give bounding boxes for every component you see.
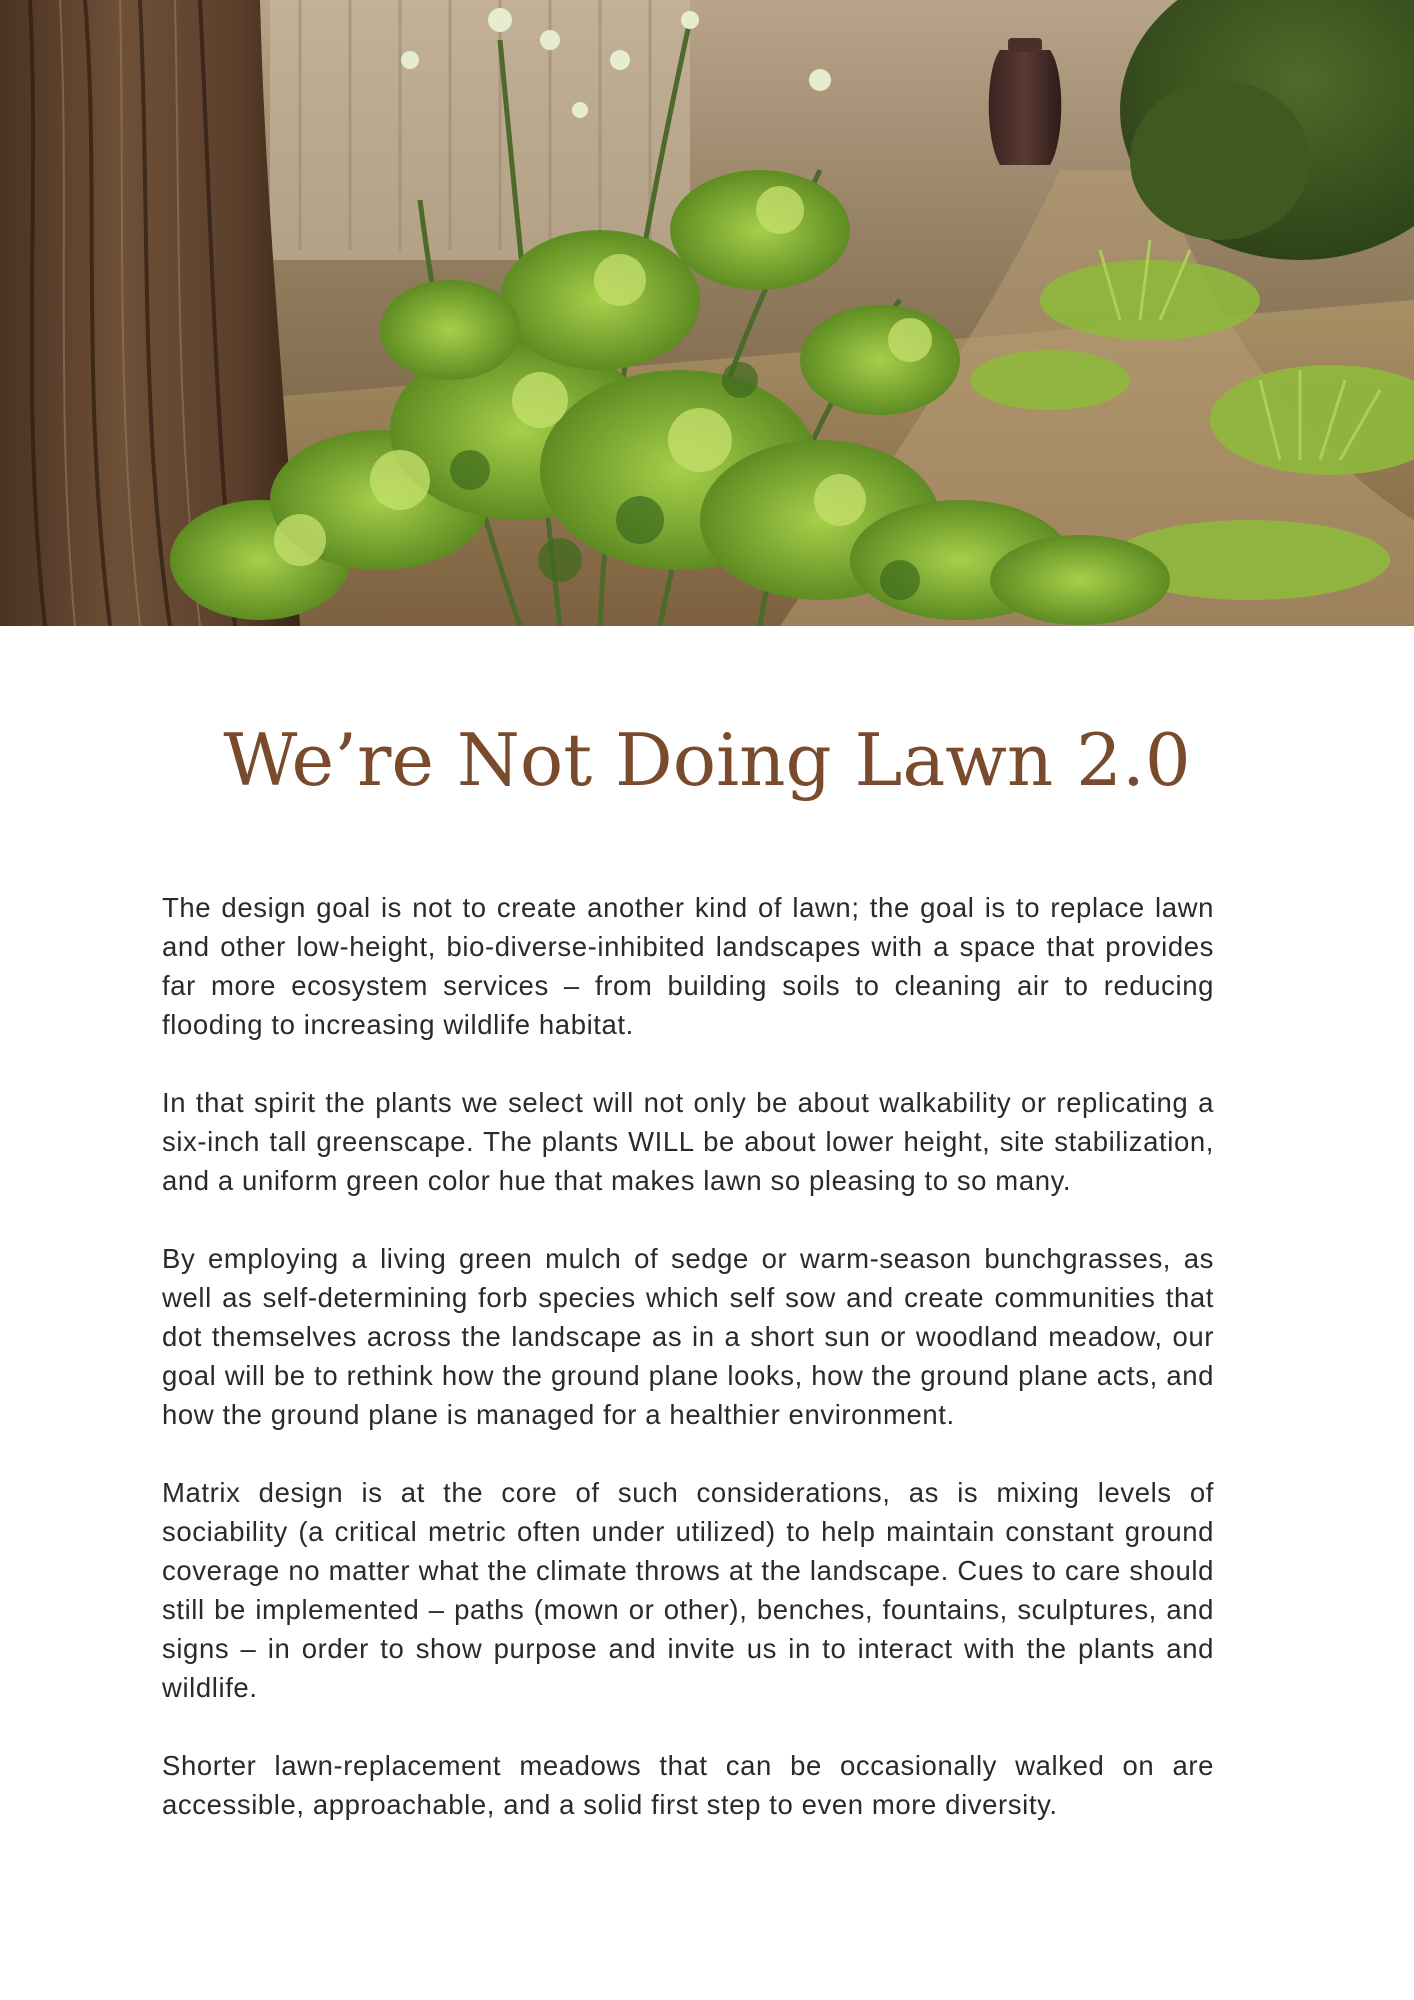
paragraph-3: By employing a living green mulch of sedge or warm-season bunchgrasses, as well as self-determining forb species which self sow and create communities that dot themselves across the landscape as in a short sun or woodland meadow, our goal will be to rethink how the ground plane looks, how the ground plane acts, and how the ground plane is managed for a healthier environment. [162, 1243, 1214, 1430]
hero-garden-photo [0, 0, 1414, 626]
paragraph-1: The design goal is not to create another kind of lawn; the goal is to replace lawn and other low-height, bio-diverse-inhibited landscapes with a space that provides far more ecosystem services – from building soils to cleaning air to reducing flooding to increasing wildlife habitat. [162, 892, 1214, 1040]
paragraph-5: Shorter lawn-replacement meadows that can be occasionally walked on are accessible, approachable, and a solid first step to even more diversity. [162, 1750, 1214, 1820]
body-text [162, 888, 1214, 1824]
page-title: We’re Not Doing Lawn 2.0 [223, 718, 1191, 802]
paragraph-4: Matrix design is at the core of such considerations, as is mixing levels of sociability (a critical metric often under utilized) to help maintain constant ground coverage no matter what the climate throws at the landscape. Cues to care should still be implemented – paths (mown or other), benches, fountains, sculptures, and signs – in order to show purpose and invite us in to interact with the plants and wildlife. [162, 1477, 1214, 1703]
paragraph-2: In that spirit the plants we select will not only be about walkability or replicating a six-inch tall greenscape. The plants WILL be about lower height, site stabilization, and a uniform green color hue that makes lawn so pleasing to so many. [162, 1087, 1214, 1196]
